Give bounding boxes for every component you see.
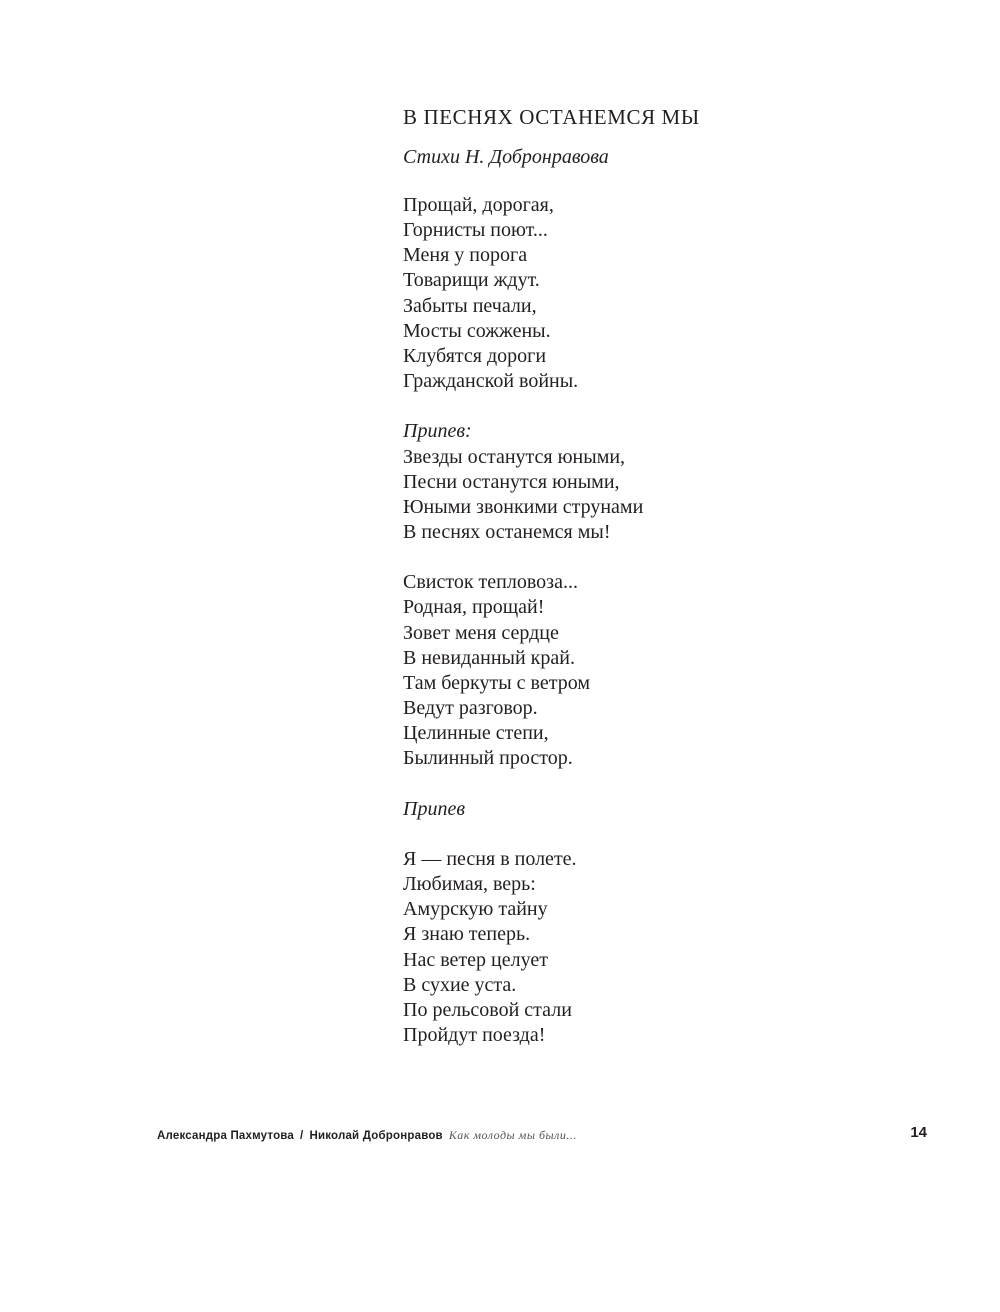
spacer [403,545,963,570]
verse-line: В невиданный край. [403,646,575,669]
verse-line: Зовет меня сердце [403,621,559,644]
verse-line: Прощай, дорогая, [403,194,554,216]
verse-3 [403,847,963,1048]
song [403,103,963,1048]
verse-line: По рельсовой стали [403,998,572,1021]
verse-1 [403,193,963,394]
verse-line: Я знаю теперь. [403,923,531,946]
verse-line: В сухие уста. [403,973,517,996]
verse-line: Там беркуты с ветром [403,671,590,694]
verse-line: Пройдут поезда! [403,1024,546,1047]
footer-separator: / [300,1130,304,1142]
page-footer [157,1124,927,1144]
verse-line: Гражданской войны. [403,370,579,393]
verse-2 [403,570,963,771]
verse-line: Былинный простор. [403,747,573,770]
chorus [403,419,963,545]
verse-line: Товарищи ждут. [403,269,540,292]
chorus-line: Песни останутся юными, [403,470,620,493]
footer-book-title: Как молоды мы были... [448,1128,577,1142]
verse-line: Забыты печали, [403,294,537,317]
verse-line: Амурскую тайну [403,898,548,921]
verse-line: Мосты сожжены. [403,319,551,342]
verse-line: Горнисты поют... [403,219,548,242]
chorus-reference [403,797,963,822]
song-author: Стихи Н. Добронравова [403,146,609,168]
verse-line: Свисток тепловоза... [403,571,578,594]
spacer [403,394,963,419]
chorus-label: Припев: [403,420,472,443]
chorus-line: Юными звонкими струнами [403,495,644,518]
verse-line: Я — песня в полете. [403,848,577,870]
verse-line: Целинные степи, [403,722,549,745]
song-title: В ПЕСНЯХ ОСТАНЕМСЯ МЫ [403,105,700,129]
spacer [403,822,963,847]
verse-line: Нас ветер целует [403,948,548,971]
chorus-line: Звезды останутся юными, [403,445,626,468]
footer-composer: Александра Пахмутова [157,1130,295,1142]
chorus-ref-label: Припев [403,797,466,820]
chorus-line: В песнях останемся мы! [403,521,611,544]
verse-line: Родная, прощай! [403,596,545,619]
verse-line: Меня у порога [403,244,528,267]
footer-poet: Николай Добронравов [309,1130,443,1142]
verse-line: Любимая, верь: [403,873,536,896]
spacer [403,772,963,797]
verse-line: Ведут разговор. [403,697,538,720]
running-footer [157,1128,577,1143]
verse-line: Клубятся дороги [403,344,547,367]
spacer [403,171,963,193]
page-number: 14 [910,1124,927,1141]
